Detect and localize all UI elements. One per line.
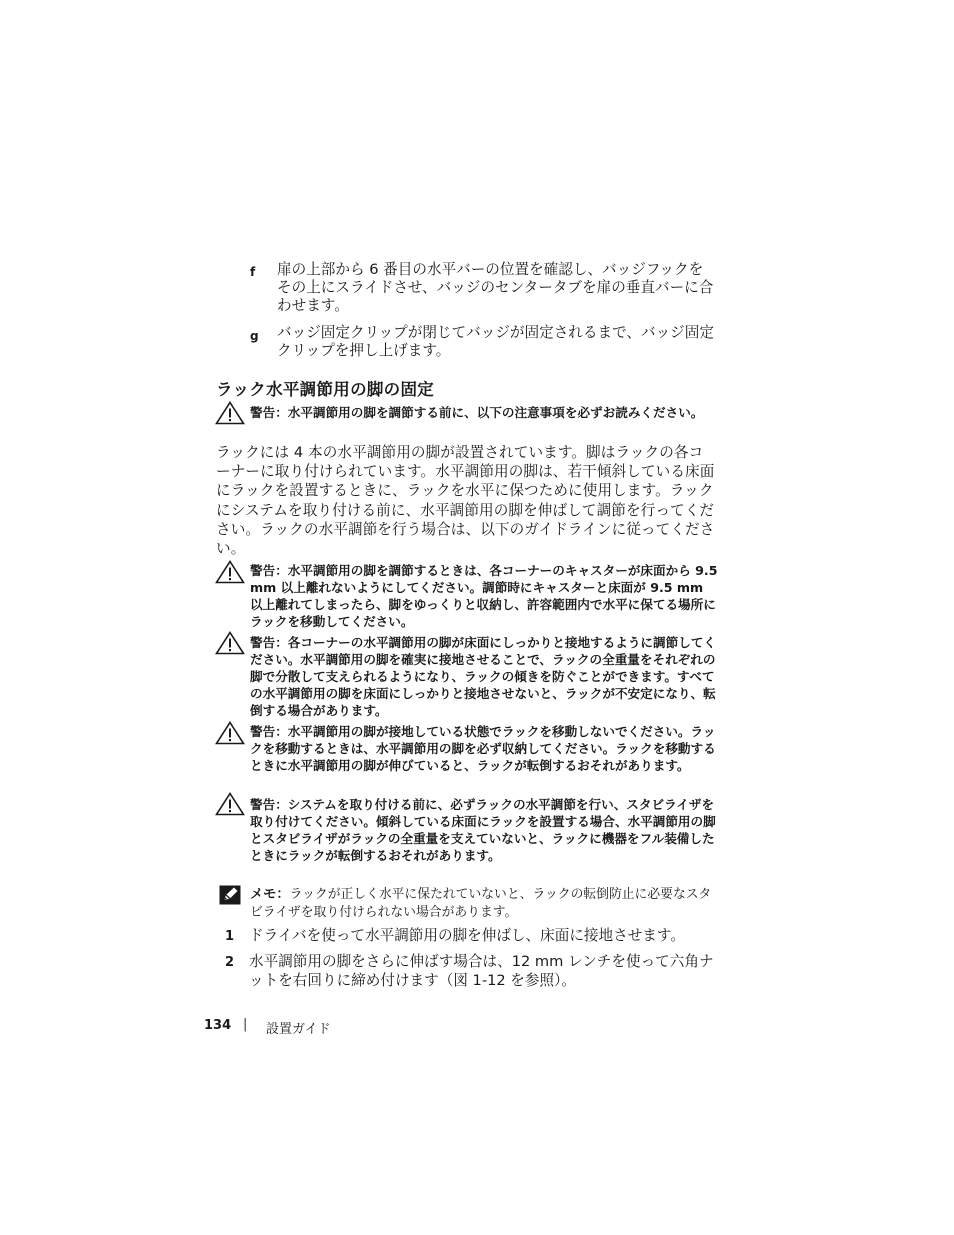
step-number-2: 2 (224, 955, 234, 970)
step-1-text: ドライバを使って水平調節用の脚を伸ばし、床面に接地させます。 (249, 927, 685, 944)
step-letter-g: g (250, 329, 259, 343)
warning-triangle-icon (215, 560, 245, 584)
step-2-text: 水平調節用の脚をさらに伸ばす場合は、12 mm レンチを使って六角ナットを右回りに締め付けます（図 1-12 を参照）。 (249, 953, 714, 989)
step-number-1: 1 (224, 929, 234, 944)
warning-intro: 警告：水平調節用の脚を調節する前に、以下の注意事項を必ずお読みください。 (250, 405, 704, 420)
warning-triangle-icon (215, 792, 245, 816)
step-f-text: 扉の上部から 6 番目の水平バーの位置を確認し、バッジフックをその上にスライドさせ、バッジのセンタータブを扉の垂直バーに合わせます。 (277, 261, 714, 314)
warning-leg-grounding: 警告：各コーナーの水平調節用の脚が床面にしっかりと接地するように調節してください。水平調節用の脚を確実に接地させることで、ラックの全重量をそれぞれの脚で分散して支えられるようになり、ラックの傾きを防ぐことができます。すべての水平調節用の脚を床面にしっかりと接地させないと、ラックが不安定になり、転倒する場合があります。 (250, 635, 716, 718)
warning-moving-rack: 警告：水平調節用の脚が接地している状態でラックを移動しないでください。ラックを移動するときは、水平調節用の脚を必ず収納してください。ラックを移動するときに水平調節用の脚が伸びていると、ラックが転倒するおそれがあります。 (250, 724, 716, 773)
warning-triangle-icon (215, 631, 245, 655)
step-letter-f: f (250, 265, 256, 279)
warning-caster-distance: 警告：水平調節用の脚を調節するときは、各コーナーのキャスターが床面から 9.5 mm 以上離れないようにしてください。調節時にキャスターと床面が 9.5 mm 以上離れてしまったら、脚をゆっくりと収納し、許容範囲内で水平に保てる場所にラックを移動してください。 (250, 563, 718, 629)
section-title: ラック水平調節用の脚の固定 (216, 380, 435, 399)
step-g-text: バッジ固定クリップが閉じてバッジが固定されるまで、バッジ固定クリップを押し上げます。 (277, 324, 714, 359)
footer-title: 設置ガイド (266, 1022, 331, 1037)
note (250, 886, 712, 921)
body-paragraph: ラックには 4 本の水平調節用の脚が設置されています。脚はラックの各コーナーに取り付けられています。水平調節用の脚は、若干傾斜している床面にラックを設置するときに、ラックを水平に保つために使用します。ラックにシステムを取り付ける前に、水平調節用の脚を伸ばして調節を行ってください。ラックの水平調節を行う場合は、以下のガイドラインに従ってください。 (216, 444, 715, 558)
footer-separator: | (243, 1017, 248, 1032)
note-text: ラックが正しく水平に保たれていないと、ラックの転倒防止に必要なスタビライザを取り付けられない場合があります。 (250, 887, 712, 920)
page-number: 134 (204, 1018, 232, 1033)
note-pencil-icon (219, 885, 241, 905)
warning-triangle-icon (215, 721, 245, 745)
warning-stabilizer: 警告：システムを取り付ける前に、必ずラックの水平調節を行い、スタビライザを取り付けてください。傾斜している床面にラックを設置する場合、水平調節用の脚とスタビライザがラックの全重量を支えていないと、ラックに機器をフル装備したときにラックが転倒するおそれがあります。 (250, 797, 716, 863)
warning-triangle-icon (215, 401, 245, 425)
note-label: メモ： (250, 887, 290, 902)
